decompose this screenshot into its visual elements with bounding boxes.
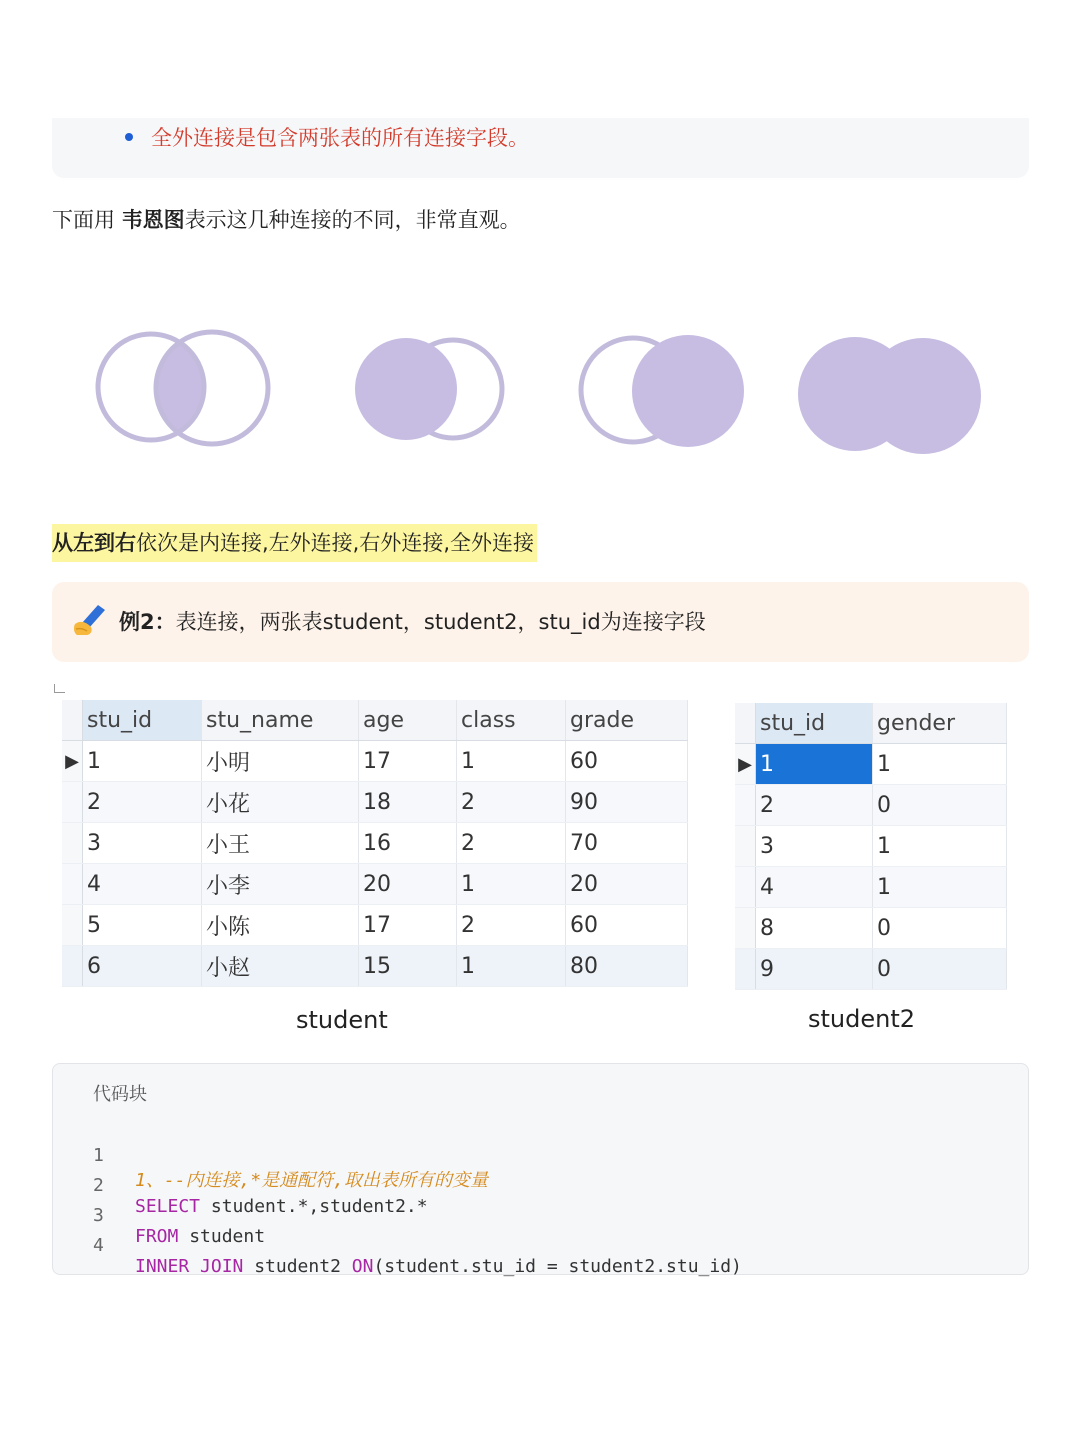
table-row[interactable] [62,741,688,782]
row-indicator [62,905,83,946]
table-cell[interactable]: 6 [83,946,202,987]
row-indicator [735,826,756,867]
table-cell[interactable]: 5 [83,905,202,946]
table-cell[interactable]: 小花 [202,782,359,823]
writing-hand-icon [72,602,108,638]
table-cell[interactable]: 1 [457,741,566,782]
table-cell[interactable]: 1 [873,867,1007,908]
venn-inner-join [98,332,268,444]
venn-diagrams [0,300,1080,490]
row-indicator [62,823,83,864]
table-cell[interactable]: 17 [359,905,457,946]
example-callout [52,582,1029,662]
bullet-dot [125,133,133,141]
student-caption: student [296,1006,388,1034]
row-indicator [62,946,83,987]
table-cell[interactable]: 3 [756,826,873,867]
top-callout [52,118,1029,178]
table-row[interactable] [735,949,1007,990]
column-header[interactable]: stu_id [756,703,873,744]
table-cell[interactable]: 1 [83,741,202,782]
code-block[interactable] [52,1063,1029,1275]
current-row-arrow-icon: ▶ [62,741,83,782]
code-comment: 1、--内连接,*是通配符,取出表所有的变量 [135,1170,489,1191]
row-indicator-header [62,700,83,741]
code-keyword: INNER JOIN [135,1256,244,1277]
highlight-rest: 依次是内连接,左外连接,右外连接,全外连接 [136,531,535,555]
table-cell[interactable]: 小陈 [202,905,359,946]
line-number: 2 [93,1175,104,1196]
selected-cell[interactable]: 1 [756,744,873,785]
column-header[interactable]: class [457,700,566,741]
code-keyword: ON [351,1256,374,1277]
table-cell[interactable]: 90 [566,782,688,823]
table-cell[interactable]: 8 [756,908,873,949]
table-cell[interactable]: 小李 [202,864,359,905]
table-cell[interactable]: 60 [566,905,688,946]
table-header-row [735,703,1007,744]
intro-prefix: 下面用 [52,208,122,232]
table-row[interactable] [735,744,1007,785]
row-indicator [735,949,756,990]
table-row[interactable] [735,908,1007,949]
table-cell[interactable]: 小赵 [202,946,359,987]
table-cell[interactable]: 9 [756,949,873,990]
table-cell[interactable]: 3 [83,823,202,864]
row-indicator [735,785,756,826]
table-cell[interactable]: 4 [756,867,873,908]
table-cell[interactable]: 17 [359,741,457,782]
table-row[interactable] [62,946,688,987]
intro-bold: 韦恩图 [121,208,185,232]
table-cell[interactable]: 18 [359,782,457,823]
table-cell[interactable]: 小明 [202,741,359,782]
student2-table [735,703,1007,990]
student-table [62,700,688,987]
table-cell[interactable]: 2 [756,785,873,826]
table-row[interactable] [62,905,688,946]
table-cell[interactable]: 小王 [202,823,359,864]
intro-suffix: 表示这几种连接的不同，非常直观。 [184,208,521,232]
venn-right-join [581,335,744,447]
code-text [135,1226,265,1247]
line-number: 1 [93,1145,104,1166]
code-text [135,1256,742,1277]
highlight-text [52,524,537,562]
highlight-bold: 从左到右 [52,531,136,555]
line-number: 4 [93,1235,104,1256]
code-plain: (student.stu_id = student2.stu_id) [373,1256,742,1277]
table-cell[interactable]: 0 [873,949,1007,990]
table-cell[interactable]: 2 [457,782,566,823]
table-cell[interactable]: 2 [83,782,202,823]
table-cell[interactable]: 2 [457,905,566,946]
code-text [135,1166,488,1192]
code-text [135,1196,428,1217]
table-header-row [62,700,688,741]
venn-left-join [355,338,502,440]
table-row[interactable] [735,826,1007,867]
table-cell[interactable]: 1 [873,826,1007,867]
table-cell[interactable]: 70 [566,823,688,864]
intro-paragraph [52,204,521,234]
code-keyword: SELECT [135,1196,201,1217]
column-header[interactable]: grade [566,700,688,741]
table-cell[interactable]: 20 [566,864,688,905]
table-cell[interactable]: 1 [873,744,1007,785]
column-header[interactable]: stu_id [83,700,202,741]
current-row-arrow-icon: ▶ [735,744,756,785]
table-cell[interactable]: 1 [457,864,566,905]
table-cell[interactable]: 16 [359,823,457,864]
example-desc: 表连接，两张表student，student2，stu_id为连接字段 [175,610,706,634]
column-header[interactable]: age [359,700,457,741]
table-cell[interactable]: 0 [873,785,1007,826]
table-cell[interactable]: 1 [457,946,566,987]
table-cell[interactable]: 0 [873,908,1007,949]
table-row[interactable] [62,864,688,905]
table-cell[interactable]: 4 [83,864,202,905]
line-number: 3 [93,1205,104,1226]
table-row[interactable] [735,867,1007,908]
row-indicator [735,867,756,908]
row-indicator [62,864,83,905]
table-cell[interactable]: 20 [359,864,457,905]
row-indicator [62,782,83,823]
code-block-label: 代码块 [93,1084,147,1105]
column-header[interactable]: stu_name [202,700,359,741]
corner-mark [54,684,65,693]
column-header[interactable]: gender [873,703,1007,744]
code-plain: student [178,1226,266,1247]
table-cell[interactable]: 2 [457,823,566,864]
example-text [119,606,706,636]
venn-full-join [798,337,981,454]
row-indicator-header [735,703,756,744]
code-plain: student2 [243,1256,352,1277]
table-cell[interactable]: 60 [566,741,688,782]
table-cell[interactable]: 80 [566,946,688,987]
row-indicator [735,908,756,949]
table-row[interactable] [62,823,688,864]
code-keyword: FROM [135,1226,179,1247]
bullet-text: 全外连接是包含两张表的所有连接字段。 [151,126,529,150]
table-cell[interactable]: 15 [359,946,457,987]
student2-caption: student2 [808,1005,916,1033]
code-plain: student.*,student2.* [200,1196,428,1217]
table-row[interactable] [735,785,1007,826]
table-row[interactable] [62,782,688,823]
example-label: 例2： [119,610,176,634]
